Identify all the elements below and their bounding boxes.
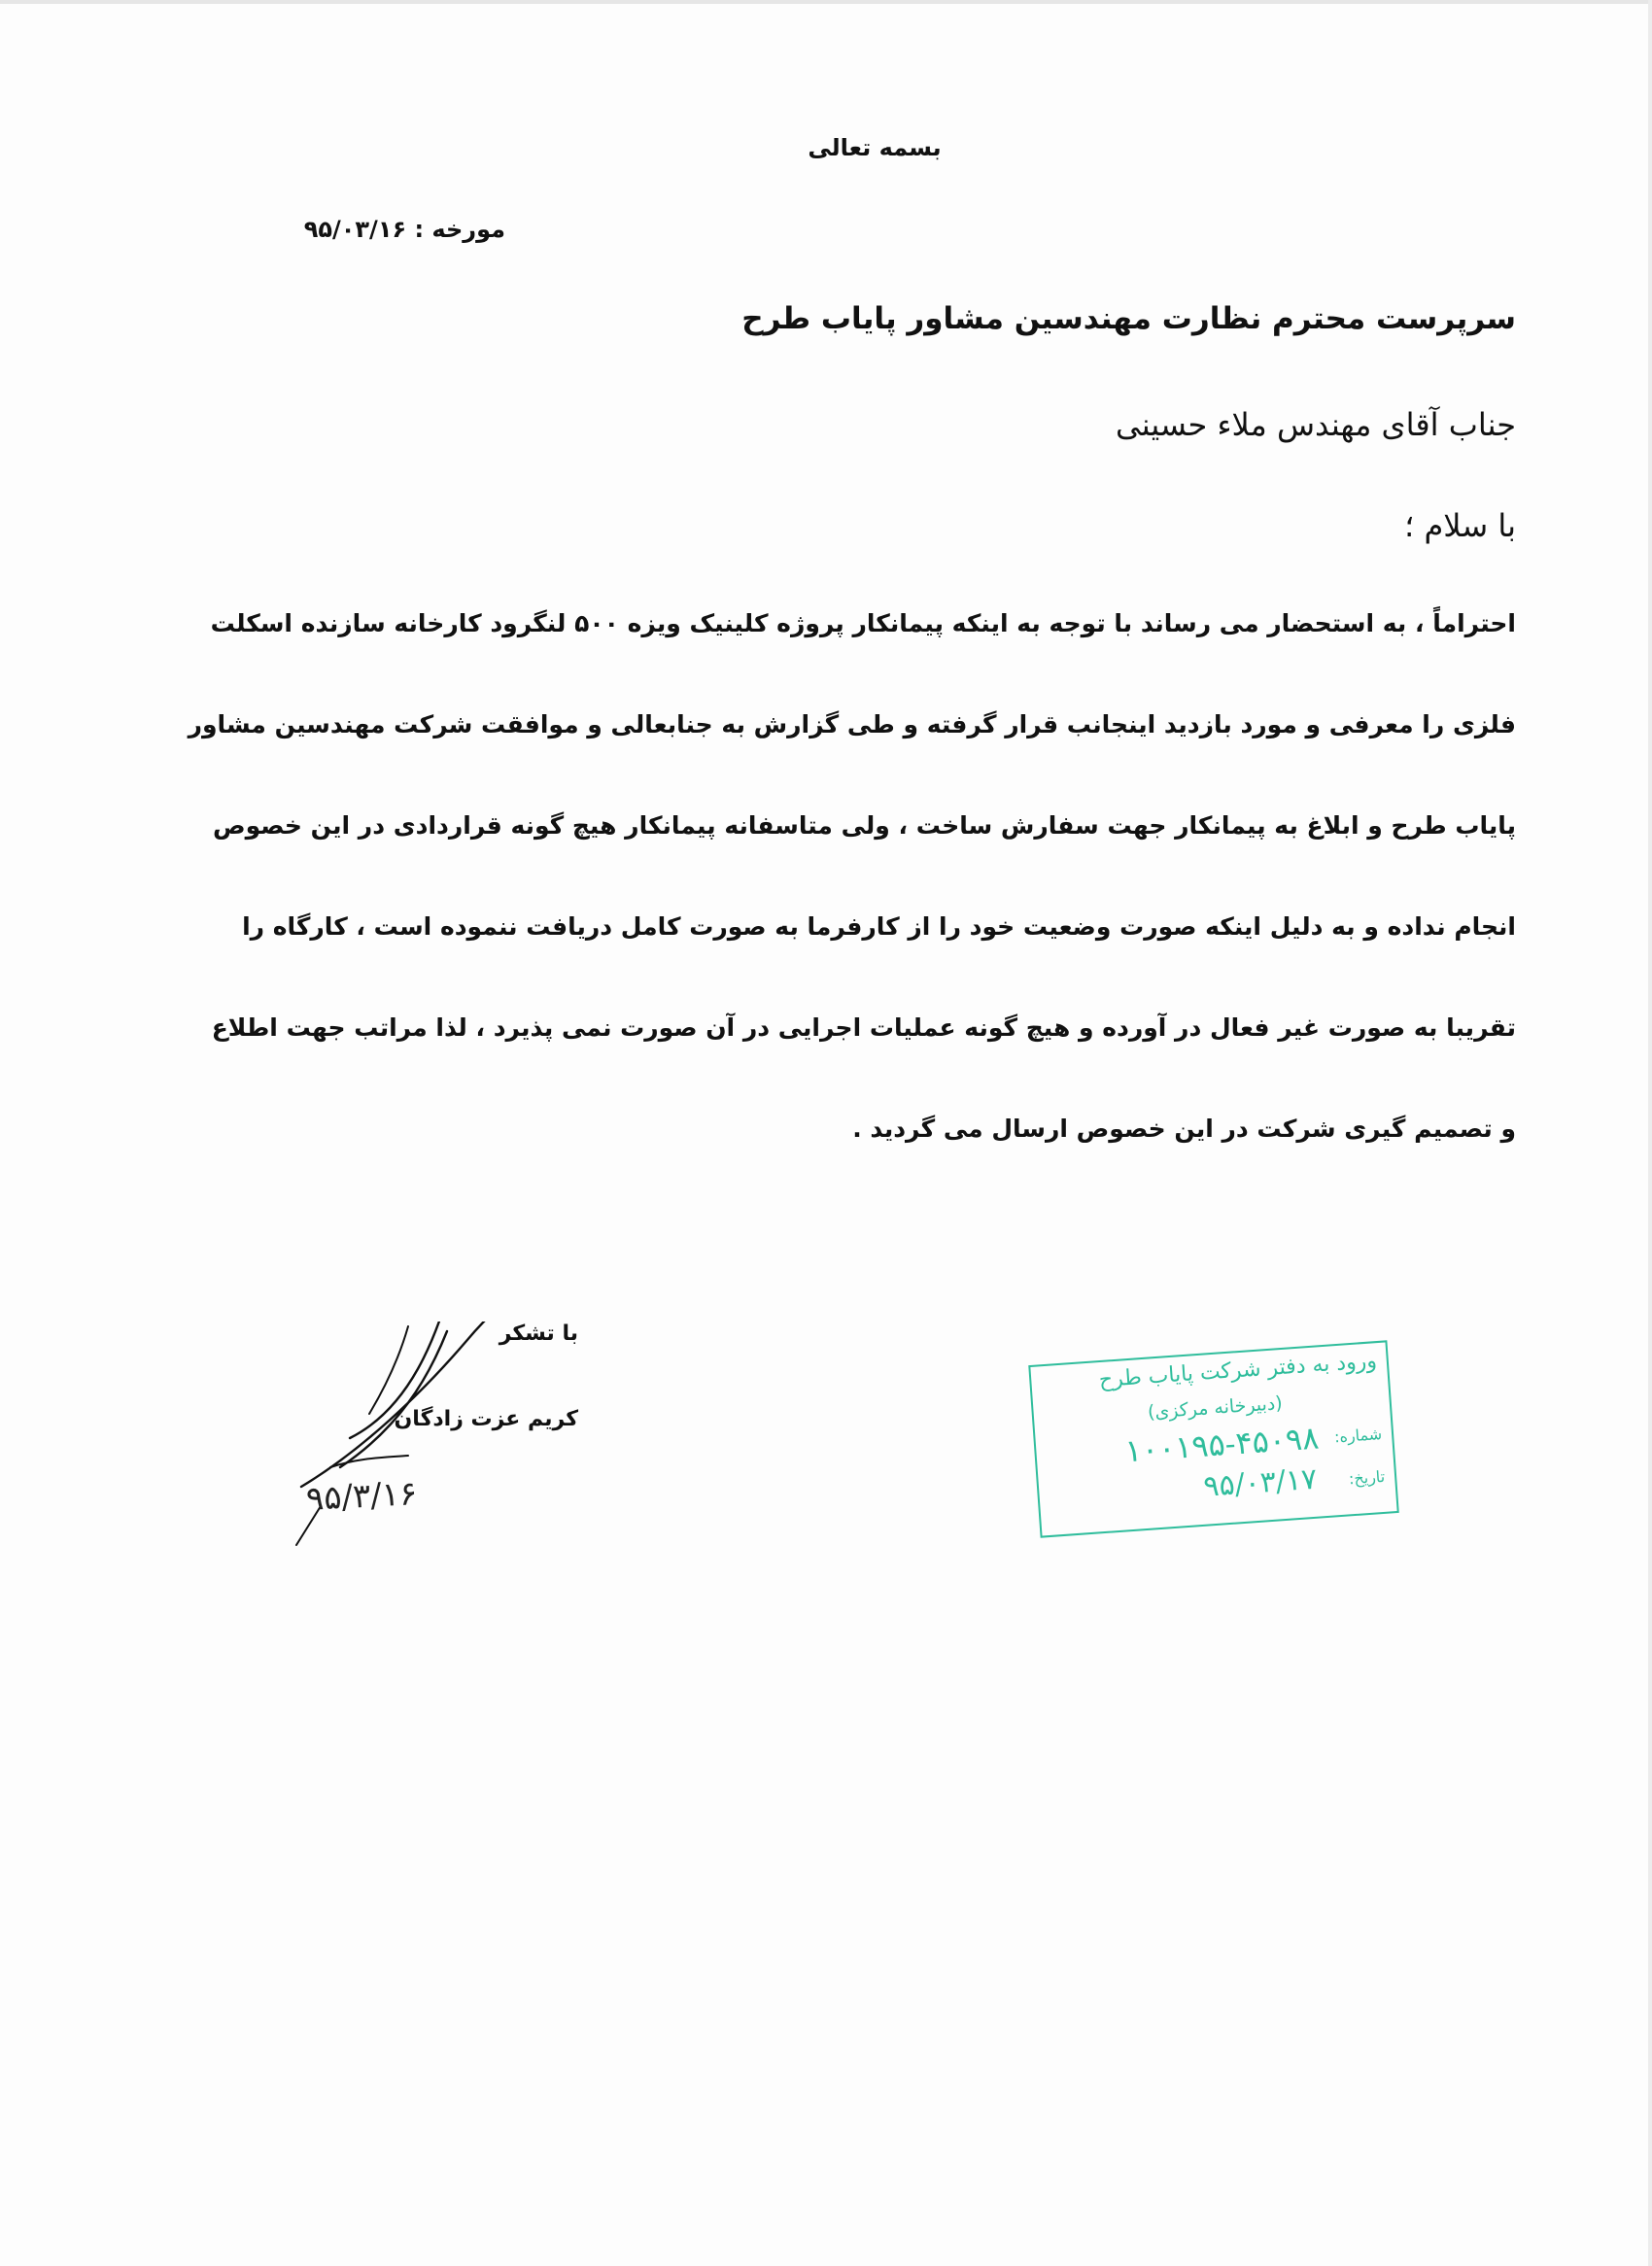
handwritten-date: ۹۵/۳/۱۶ (305, 1474, 419, 1519)
body-line: احتراماً ، به استحضار می رساند با توجه به اینکه پیمانکار پروژه کلینیک ویزه ۵۰۰ لنگرود کارخانه سازنده اسکلت (210, 609, 1516, 637)
scan-edge-right (1648, 0, 1652, 2266)
stamp-date-label: تاریخ: (1348, 1466, 1386, 1489)
letter-date: مورخه : ۹۵/۰۳/۱۶ (303, 216, 505, 243)
handwritten-signature (292, 1322, 583, 1555)
salutation: با سلام ؛ (1404, 507, 1516, 544)
letter-body (188, 595, 1516, 1201)
signature-thanks: با تشکر (499, 1322, 578, 1346)
addressee-name: جناب آقای مهندس ملاء حسینی (1116, 406, 1516, 443)
stamp-title: ورود به دفتر شرکت پایاب طرح (1098, 1349, 1378, 1393)
scan-edge-top (0, 0, 1652, 4)
signature-block (292, 1322, 583, 1555)
stamp-date: ۹۵/۰۳/۱۷ (1202, 1461, 1319, 1504)
body-line: تقریبا به صورت غیر فعال در آورده و هیچ گونه عملیات اجرایی در آن صورت نمی پذیرد ، لذا مراتب جهت اطلاع (211, 1013, 1516, 1042)
stamp-number-label: شماره: (1333, 1424, 1383, 1447)
body-line: انجام نداده و به دلیل اینکه صورت وضعیت خود را از کارفرما به صورت کامل دریافت ننموده است ، کارگاه را (242, 912, 1516, 941)
body-line: پایاب طرح و ابلاغ به پیمانکار جهت سفارش ساخت ، ولی متاسفانه پیمانکار هیچ گونه قراردادی در این خصوص (212, 811, 1516, 840)
stamp-subtitle: (دبیرخانه مرکزی) (1147, 1392, 1284, 1424)
received-stamp (1028, 1340, 1399, 1537)
stamp-number: ۱۰۰۱۹۵-۴۵۰۹۸ (1123, 1419, 1321, 1470)
recipient-title: سرپرست محترم نظارت مهندسین مشاور پایاب طرح (741, 301, 1516, 336)
body-line: فلزی را معرفی و مورد بازدید اینجانب قرار گرفته و طی گزارش به جنابعالی و موافقت شرکت مهندسین مشاور (188, 710, 1516, 738)
letter-heading: بسمه تعالی (808, 134, 942, 161)
body-line: و تصمیم گیری شرکت در این خصوص ارسال می گردید . (852, 1115, 1516, 1143)
signatory-name: کریم عزت زادگان (394, 1407, 578, 1431)
